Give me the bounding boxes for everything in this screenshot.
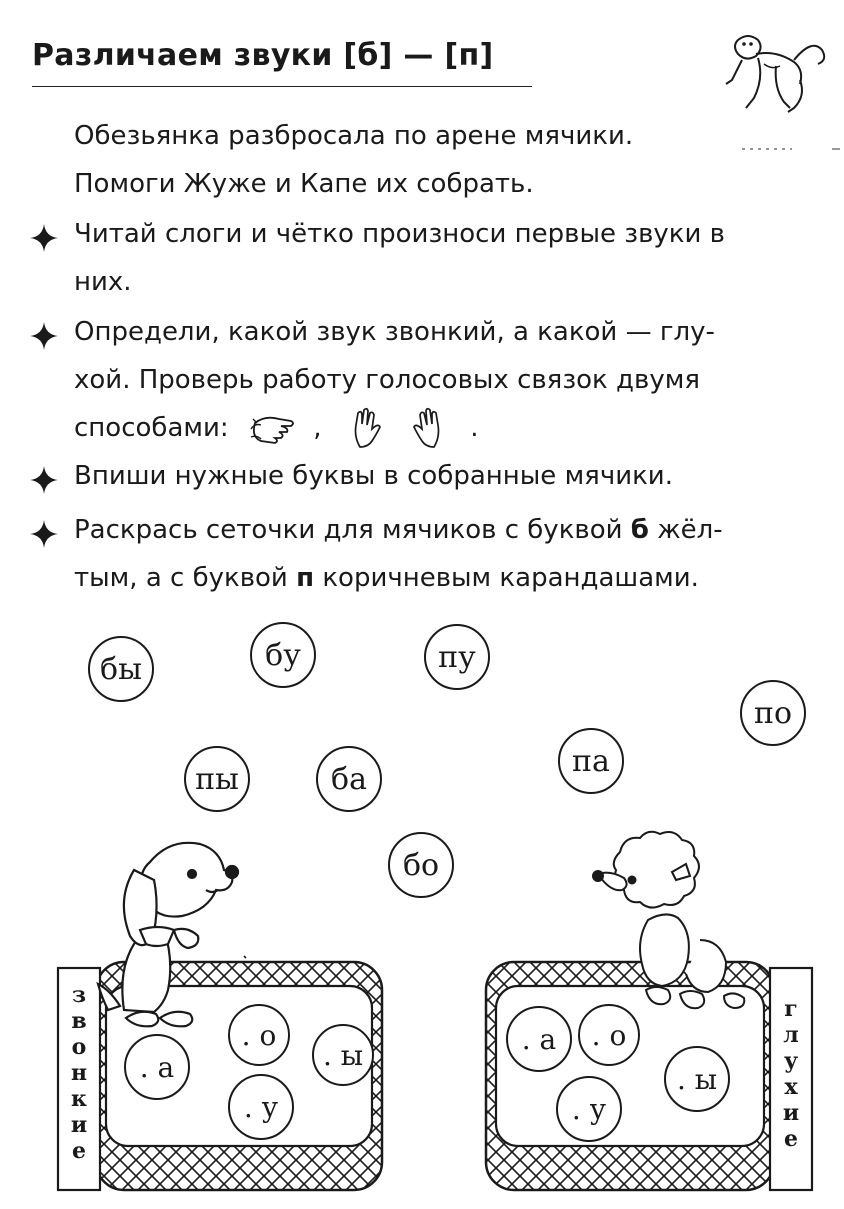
intro-line-2: Помоги Жуже и Капе их собрать.: [74, 169, 534, 199]
color-text-b: жёл-: [648, 515, 723, 545]
color-text-c: тым, а с буквой: [74, 563, 297, 593]
voiced-ball[interactable]: . о: [228, 1004, 290, 1066]
methods-end: .: [470, 413, 479, 443]
instruction-read-line-2: них.: [74, 267, 132, 297]
syllable-ball[interactable]: пу: [424, 624, 490, 690]
voiceless-ball[interactable]: . а: [506, 1006, 572, 1072]
syllable-ball[interactable]: бу: [250, 622, 316, 688]
instruction-voiced-line-2: хой. Проверь работу голосовых связок двумя: [74, 365, 700, 395]
instruction-read-line-1: Читай слоги и чётко произноси первые звуки в: [74, 219, 725, 249]
syllable-ball[interactable]: пы: [184, 746, 250, 812]
instruction-voiced-line-1: Определи, какой звук звонкий, а какой — глу-: [74, 317, 715, 347]
color-text-a: Раскрась сеточки для мячиков с буквой: [74, 515, 631, 545]
letter-p-bold: п: [296, 563, 315, 593]
methods-label: способами:: [74, 413, 229, 443]
voiceless-ball[interactable]: . у: [556, 1076, 622, 1142]
voiced-label: з в о н к и е: [70, 982, 88, 1164]
voiceless-ball[interactable]: . о: [578, 1004, 640, 1066]
instruction-write-line: Впиши нужные буквы в собранные мячики.: [74, 461, 673, 491]
color-text-d: коричневым карандашами.: [314, 563, 699, 593]
letter-b-bold: б: [630, 515, 649, 545]
voiced-ball[interactable]: . а: [124, 1034, 190, 1100]
voiceless-label: г л у х и е: [782, 996, 800, 1152]
page-title: Различаем звуки [б] — [п]: [32, 38, 494, 73]
syllable-ball[interactable]: бы: [88, 636, 154, 702]
voiced-ball[interactable]: . ы: [312, 1024, 374, 1086]
syllable-ball[interactable]: по: [740, 680, 806, 746]
voiceless-ball[interactable]: . ы: [664, 1046, 730, 1112]
syllable-ball[interactable]: ба: [316, 746, 382, 812]
methods-separator: ,: [313, 413, 322, 443]
syllable-ball[interactable]: бо: [388, 832, 454, 898]
syllable-ball[interactable]: па: [558, 728, 624, 794]
intro-line-1: Обезьянка разбросала по арене мячики.: [74, 121, 634, 151]
voiced-ball[interactable]: . у: [228, 1074, 294, 1140]
